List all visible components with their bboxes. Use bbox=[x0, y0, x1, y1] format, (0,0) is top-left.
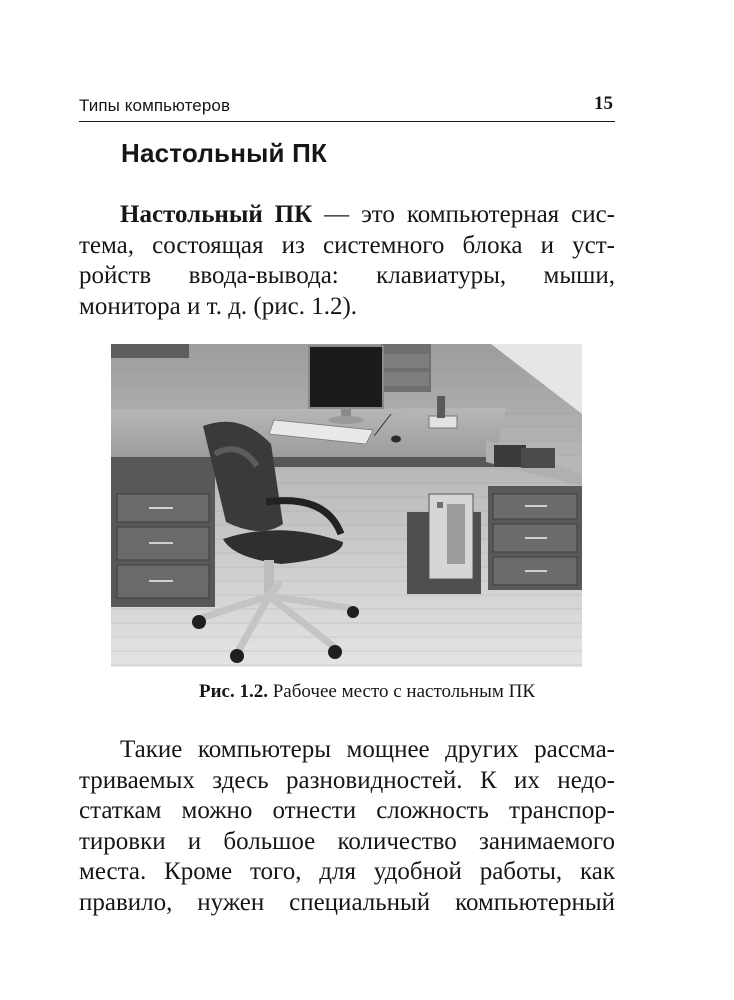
paragraph-line bbox=[79, 200, 615, 231]
caption-text: Рабочее место с настольным ПК bbox=[267, 681, 536, 702]
paragraph-line: монитора и т. д. (рис. 1.2). bbox=[79, 292, 358, 320]
section-heading: Настольный ПК bbox=[121, 138, 328, 168]
paragraph-line: статкам можно отнести сложность транспор- bbox=[79, 797, 615, 824]
paragraph-text: — это компьютерная сис- bbox=[312, 201, 615, 228]
paragraph-line: правило, нужен специальный компьютерный bbox=[79, 888, 615, 916]
paragraph-line: Такие компьютеры мощнее других рассма- bbox=[120, 736, 615, 763]
figure-number: Рис. 1.2. bbox=[198, 681, 268, 702]
figure-photo bbox=[111, 344, 582, 667]
running-header bbox=[79, 92, 615, 122]
paragraph-line: триваемых здесь разновидностей. К их недо- bbox=[79, 766, 615, 794]
page-number: 15 bbox=[594, 93, 613, 114]
figure-caption bbox=[0, 681, 734, 703]
body-paragraph bbox=[79, 735, 615, 918]
defined-term: Настольный ПК bbox=[120, 201, 313, 228]
running-title: Типы компьютеров bbox=[79, 96, 231, 115]
intro-paragraph bbox=[79, 200, 615, 322]
paragraph-line: ройств ввода-вывода: клавиатуры, мыши, bbox=[79, 262, 615, 289]
paragraph-line: места. Кроме того, для удобной работы, как bbox=[79, 858, 615, 885]
paragraph-line: тема, состоящая из системного блока и уст- bbox=[79, 231, 615, 259]
paragraph-line: тировки и большое количество занимаемого bbox=[79, 827, 615, 855]
office-desk-photo-icon bbox=[111, 344, 582, 667]
